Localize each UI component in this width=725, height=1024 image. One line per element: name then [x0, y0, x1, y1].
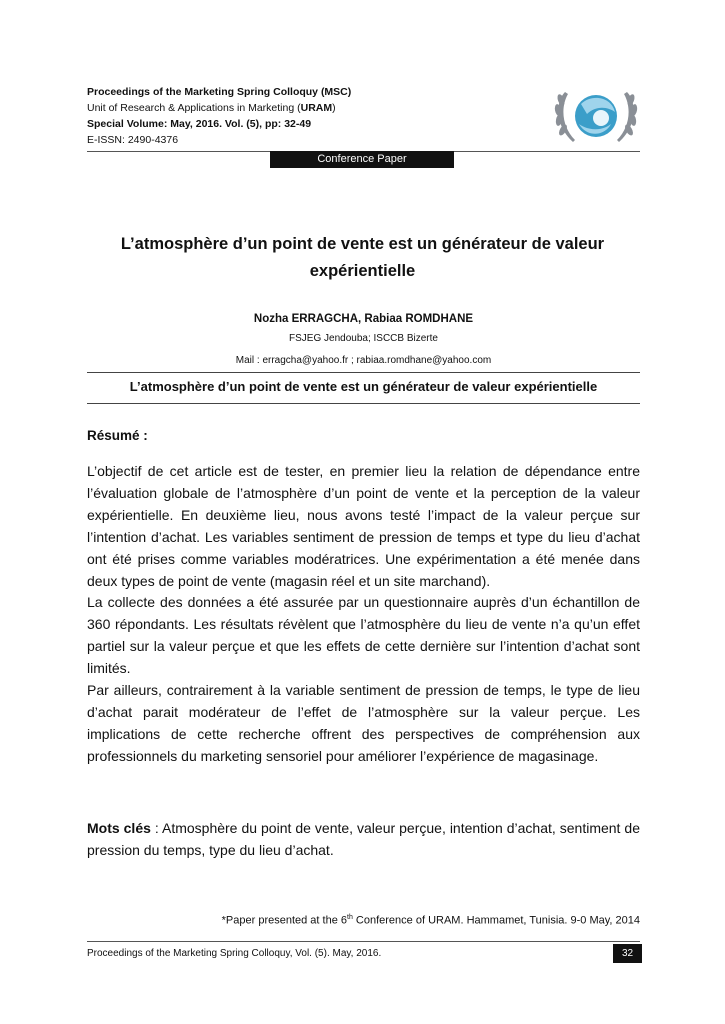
abstract-heading: Résumé :	[87, 428, 148, 443]
journal-header	[87, 84, 351, 148]
keywords	[87, 818, 640, 862]
unit-close: )	[332, 102, 336, 114]
page-number: 32	[613, 944, 642, 963]
abstract-paragraph: Par ailleurs, contrairement à la variable sentiment de pression de temps, le type de lieu d’achat parait modérateur de l’effet de l’atmosphère sur la valeur perçue. Les implications de cette recherche offrent des perspectives de compréhension aux professionnels du marketing sensoriel pour améliorer l’expérience de magasinage.	[87, 682, 640, 764]
keywords-text: : Atmosphère du point de vente, valeur perçue, intention d’achat, sentiment de pression du temps, type du lieu d’achat.	[87, 820, 640, 858]
footer-text: Proceedings of the Marketing Spring Colloquy, Vol. (5). May, 2016.	[87, 948, 382, 959]
abstract-paragraph: La collecte des données a été assurée par un questionnaire auprès d’un échantillon de 360 répondants. Les résultats révèlent que l’atmosphère du lieu de vente n’a qu’un effet partiel sur la valeur perçue et que les effets de cette dernière sur l’intention d’achat sont limités.	[87, 594, 640, 677]
journal-issn: E-ISSN: 2490-4376	[87, 134, 179, 146]
uram-logo-icon	[551, 84, 641, 148]
paper-affiliation: FSJEG Jendouba; ISCCB Bizerte	[289, 333, 438, 344]
journal-volume: Special Volume: May, 2016. Vol. (5), pp: 32-49	[87, 118, 312, 130]
footnote-sup: th	[347, 914, 353, 921]
footnote	[87, 914, 640, 927]
conference-paper-label: Conference Paper	[270, 151, 454, 168]
footer-divider	[87, 941, 640, 942]
journal-unit	[87, 100, 351, 116]
paper-title-repeat: L’atmosphère d’un point de vente est un générateur de valeur expérientielle	[129, 379, 598, 394]
abstract-paragraph: L’objectif de cet article est de tester, en premier lieu la relation de dépendance entre l’évaluation globale de l’atmosphère d’un point de vente et la perception de la valeur expérientielle. En deuxième lieu, nous avons testé l’impact de la valeur perçue sur l’intention d’achat. Les variables sentiment de pression de temps et type du lieu d’achat ont été prises comme variables modératrices. Une expérimentation a été menée dans deux types de point de vente (magasin réel et un site marchand).	[87, 463, 640, 589]
journal-name: Proceedings of the Marketing Spring Colloquy (MSC)	[87, 86, 352, 98]
unit-text: Unit of Research & Applications in Marketing (	[87, 102, 301, 114]
keywords-label: Mots clés	[87, 820, 151, 836]
footnote-post: Conference of URAM. Hammamet, Tunisia. 9-0 May, 2014	[352, 914, 640, 927]
paper-email: Mail : erragcha@yahoo.fr ; rabiaa.romdhane@yahoo.com	[235, 355, 492, 366]
abstract-body	[87, 461, 640, 768]
footnote-pre: *Paper presented at the 6	[221, 914, 348, 927]
paper-title: L’atmosphère d’un point de vente est un générateur de valeur expérientielle	[120, 235, 605, 280]
unit-acronym: URAM	[300, 102, 333, 114]
paper-authors: Nozha ERRAGCHA, Rabiaa ROMDHANE	[253, 313, 474, 325]
